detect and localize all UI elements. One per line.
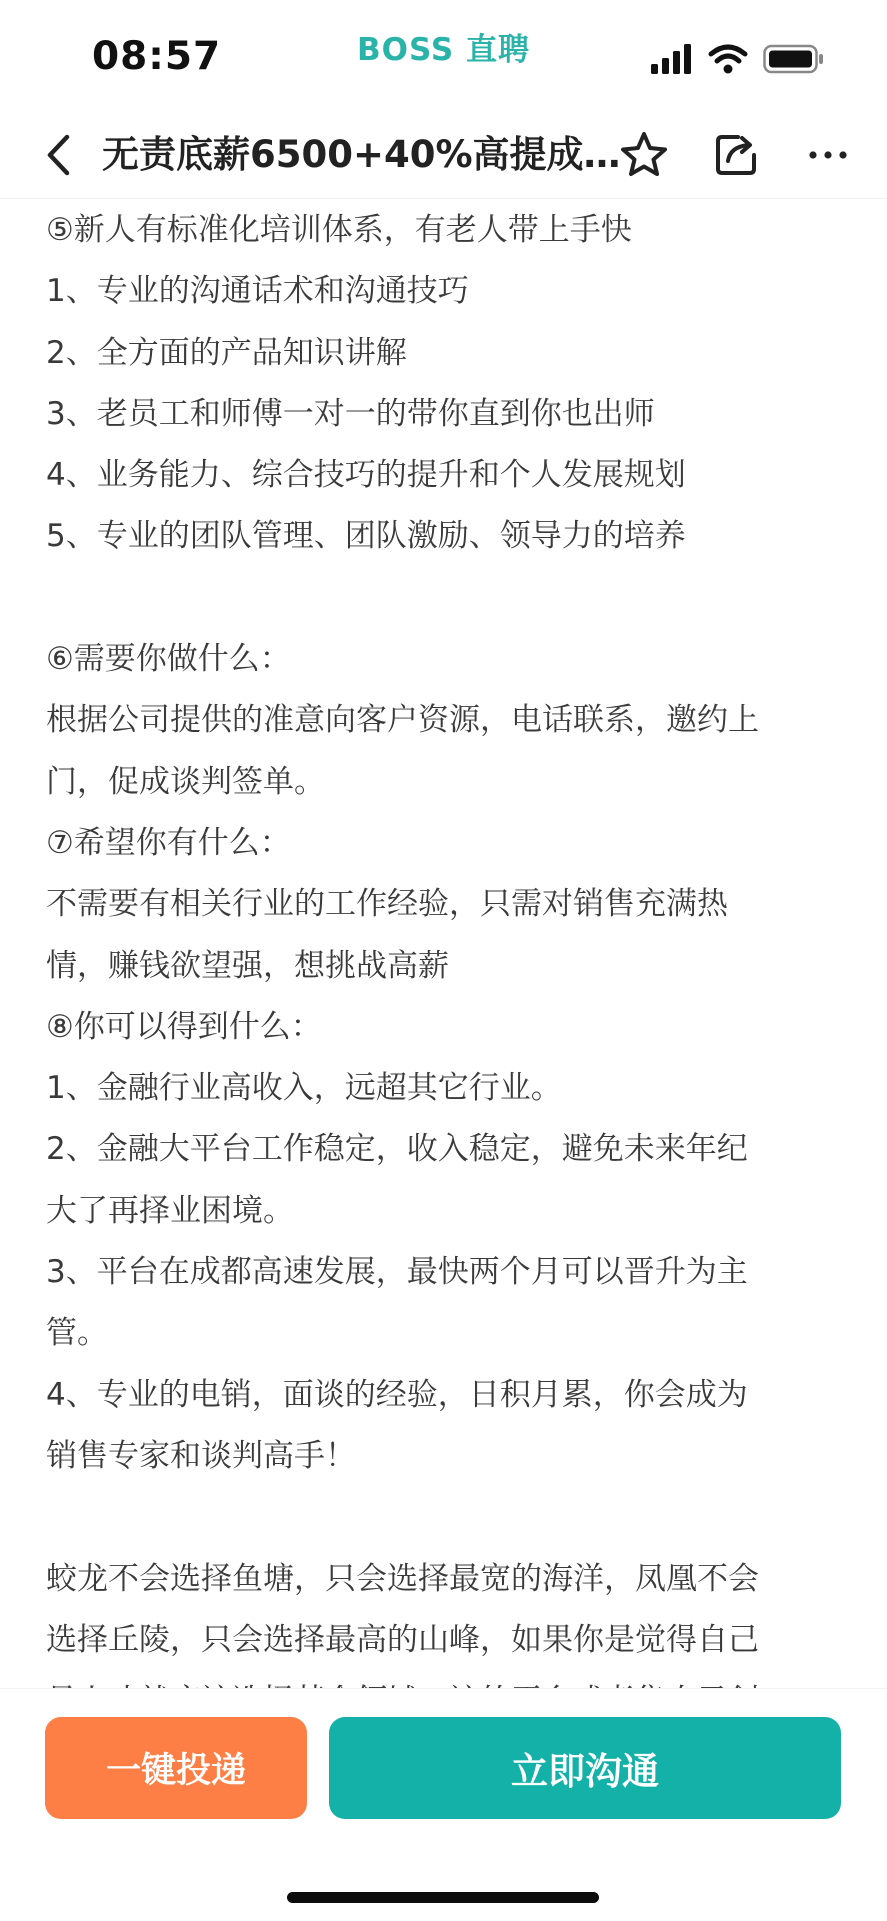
star-icon [619, 130, 669, 180]
description-line: 选择丘陵，只会选择最高的山峰，如果你是觉得自己 [46, 1621, 759, 1658]
description-line: 4、专业的电销，面谈的经验，日积月累，你会成为 [46, 1376, 748, 1413]
description-line: 大了再择业困境。 [46, 1192, 294, 1229]
description-line: 销售专家和谈判高手！ [46, 1437, 356, 1474]
home-indicator[interactable] [287, 1892, 599, 1903]
description-line: ⑧你可以得到什么： [46, 1008, 322, 1045]
battery-icon [763, 44, 825, 78]
more-icon [808, 150, 848, 160]
description-line: 1、金融行业高收入，远超其它行业。 [46, 1070, 562, 1107]
description-line: 5、专业的团队管理、团队激励、领导力的培养 [46, 518, 686, 555]
job-description [46, 200, 846, 1688]
description-line: 1、专业的沟通话术和沟通技巧 [46, 273, 469, 310]
description-line: 2、全方面的产品知识讲解 [46, 334, 407, 371]
description-line: ⑦希望你有什么： [46, 824, 291, 861]
page-title: 无责底薪6500+40%高提成… [102, 133, 621, 176]
wifi-icon [709, 44, 747, 78]
status-time: 08:57 [92, 34, 222, 79]
description-line: 根据公司提供的准意向客户资源，电话联系，邀约上 [46, 702, 759, 739]
blank-line [46, 1487, 846, 1548]
nav-actions [615, 124, 857, 186]
back-icon [44, 133, 72, 177]
signal-icon [651, 44, 693, 78]
status-bar [0, 0, 887, 110]
blank-line [46, 568, 846, 629]
description-line: 管。 [46, 1315, 108, 1352]
share-button[interactable] [707, 126, 765, 184]
nav-bar [0, 110, 887, 199]
description-line: 门，促成谈判签单。 [46, 763, 325, 800]
description-line: 4、业务能力、综合技巧的提升和个人发展规划 [46, 457, 686, 494]
description-line: ⑥需要你做什么： [46, 641, 291, 678]
favorite-button[interactable] [615, 126, 673, 184]
description-line: 蛟龙不会选择鱼塘，只会选择最宽的海洋，凤凰不会 [46, 1560, 759, 1597]
back-button[interactable] [38, 128, 78, 182]
description-line: 不需要有相关行业的工作经验，只需对销售充满热 [46, 886, 728, 923]
brand-label: BOSS 直聘 [356, 32, 531, 68]
description-line: 3、平台在成都高速发展，最快两个月可以晋升为主 [46, 1254, 748, 1291]
description-line: 2、金融大平台工作稳定，收入稳定，避免未来年纪 [46, 1131, 748, 1168]
chat-now-button[interactable]: 立即沟通 [329, 1717, 841, 1819]
share-icon [712, 131, 760, 179]
description-line: 情，赚钱欲望强，想挑战高薪 [46, 947, 449, 984]
quick-apply-button[interactable]: 一键投递 [45, 1717, 307, 1819]
description-line: ⑤新人有标准化培训体系，有老人带上手快 [46, 212, 632, 248]
bottom-action-bar [0, 1688, 887, 1921]
status-icons [651, 44, 825, 78]
more-button[interactable] [799, 126, 857, 184]
description-line: 3、老员工和师傅一对一的带你直到你也出师 [46, 395, 655, 432]
